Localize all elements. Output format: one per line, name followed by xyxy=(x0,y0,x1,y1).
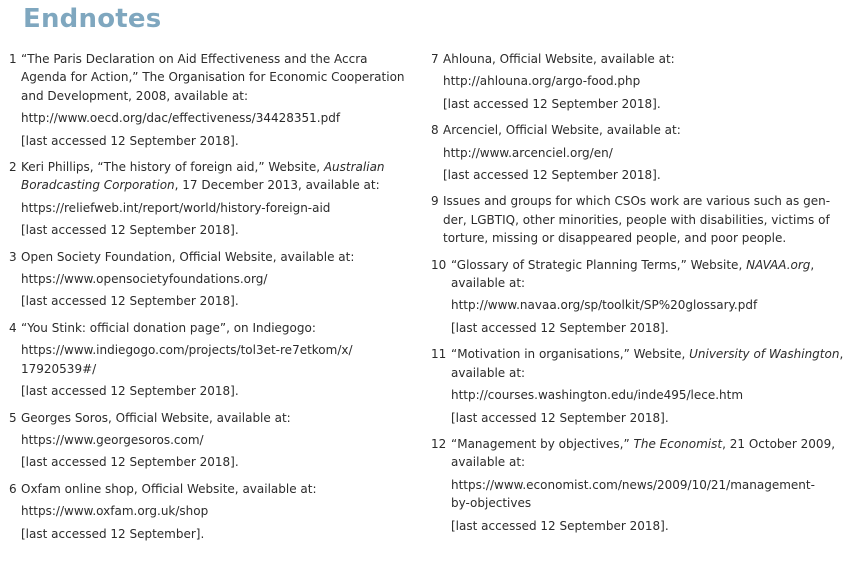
endnote-accessed: [last accessed 12 September 2018]. xyxy=(21,384,239,399)
endnote-url[interactable]: by-objectives xyxy=(451,496,532,511)
endnote-accessed: [last accessed 12 September 2018]. xyxy=(21,455,239,470)
endnote-text: Oxfam online shop, Official Website, available at: xyxy=(21,481,317,496)
endnote-text: Ahlouna, Official Website, available at: xyxy=(443,52,675,66)
endnote-accessed: [last accessed 12 September 2018]. xyxy=(21,133,239,148)
endnote-number: 11 xyxy=(431,347,447,362)
endnote-number: 2 xyxy=(9,160,17,175)
endnote-text: Arcenciel, Official Website, available at: xyxy=(443,123,681,138)
endnote-number: 4 xyxy=(9,320,17,335)
endnote-text: available at: xyxy=(451,276,526,291)
endnote-number: 1 xyxy=(9,52,17,66)
endnote-2 xyxy=(9,158,409,240)
endnote-number: 10 xyxy=(431,257,447,272)
endnote-text: “The Paris Declaration on Aid Effectiveness and the Accra xyxy=(21,52,368,66)
endnote-text: der, LGBTIQ, other minorities, people with disabilities, victims of xyxy=(443,212,830,227)
endnote-accessed: [last accessed 12 September 2018]. xyxy=(21,294,239,309)
endnote-text: and Development, 2008, available at: xyxy=(21,88,249,103)
endnote-url[interactable]: https://www.georgesoros.com/ xyxy=(21,432,204,447)
endnote-text: Issues and groups for which CSOs work are various such as gen- xyxy=(443,194,831,209)
endnote-accessed: [last accessed 12 September 2018]. xyxy=(443,168,661,183)
endnote-3 xyxy=(9,248,409,311)
endnote-url[interactable]: 17920539#/ xyxy=(21,361,97,376)
endnote-6 xyxy=(9,480,409,543)
endnote-10 xyxy=(431,256,843,338)
endnote-accessed: [last accessed 12 September 2018]. xyxy=(443,96,661,111)
endnote-number: 3 xyxy=(9,249,17,264)
endnote-number: 6 xyxy=(9,481,17,496)
endnote-7 xyxy=(431,50,843,113)
endnote-text: Boradcasting Corporation, 17 December 2013, available at: xyxy=(21,178,380,193)
endnote-11 xyxy=(431,345,843,427)
endnote-text: torture, missing or disappeared people, and poor people. xyxy=(443,231,787,246)
endnote-accessed: [last accessed 12 September 2018]. xyxy=(451,518,669,533)
endnote-text: Open Society Foundation, Official Website, available at: xyxy=(21,249,355,264)
endnote-accessed: [last accessed 12 September 2018]. xyxy=(451,410,669,425)
endnote-12 xyxy=(431,435,843,535)
endnote-url[interactable]: http://www.arcenciel.org/en/ xyxy=(443,145,613,160)
endnote-text: Keri Phillips, “The history of foreign aid,” Website, Australian xyxy=(21,160,385,175)
endnote-url[interactable]: http://www.oecd.org/dac/effectiveness/34428351.pdf xyxy=(21,111,341,126)
endnote-text: “Management by objectives,” The Economist, 21 October 2009, xyxy=(451,436,836,451)
endnote-url[interactable]: https://www.oxfam.org.uk/shop xyxy=(21,504,209,519)
endnotes-right-column xyxy=(431,50,843,543)
endnote-url[interactable]: https://www.indiegogo.com/projects/tol3et-re7etkom/x/ xyxy=(21,343,353,358)
endnote-number: 9 xyxy=(431,194,439,209)
endnote-url[interactable]: https://www.economist.com/news/2009/10/21/management- xyxy=(451,477,815,492)
endnote-url[interactable]: https://reliefweb.int/report/world/history-foreign-aid xyxy=(21,200,331,215)
endnote-8 xyxy=(431,121,843,184)
endnotes-left-column xyxy=(9,50,409,551)
endnote-number: 8 xyxy=(431,123,439,138)
endnote-text: Georges Soros, Official Website, available at: xyxy=(21,410,291,425)
endnote-text: available at: xyxy=(451,365,526,380)
endnote-accessed: [last accessed 12 September]. xyxy=(21,526,205,541)
endnote-url[interactable]: http://ahlouna.org/argo-food.php xyxy=(443,74,641,89)
endnote-accessed: [last accessed 12 September 2018]. xyxy=(451,320,669,335)
endnote-9 xyxy=(431,192,843,247)
endnote-text: “You Stink: official donation page”, on Indiegogo: xyxy=(21,320,316,335)
endnote-text: available at: xyxy=(451,455,526,470)
endnote-number: 12 xyxy=(431,436,447,451)
endnote-1 xyxy=(9,50,409,150)
page-title: Endnotes xyxy=(23,4,162,34)
endnote-url[interactable]: https://www.opensocietyfoundations.org/ xyxy=(21,272,268,287)
endnote-accessed: [last accessed 12 September 2018]. xyxy=(21,223,239,238)
endnote-5 xyxy=(9,409,409,472)
endnote-number: 5 xyxy=(9,410,17,425)
endnote-url[interactable]: http://www.navaa.org/sp/toolkit/SP%20glossary.pdf xyxy=(451,298,758,313)
endnote-4 xyxy=(9,319,409,401)
endnote-text: “Glossary of Strategic Planning Terms,” Website, NAVAA.org, xyxy=(451,257,815,272)
endnote-text: “Motivation in organisations,” Website, University of Washington, xyxy=(451,347,844,362)
endnote-number: 7 xyxy=(431,52,439,66)
endnote-text: Agenda for Action,” The Organisation for Economic Cooperation xyxy=(21,70,405,85)
endnote-url[interactable]: http://courses.washington.edu/inde495/lece.htm xyxy=(451,388,744,403)
